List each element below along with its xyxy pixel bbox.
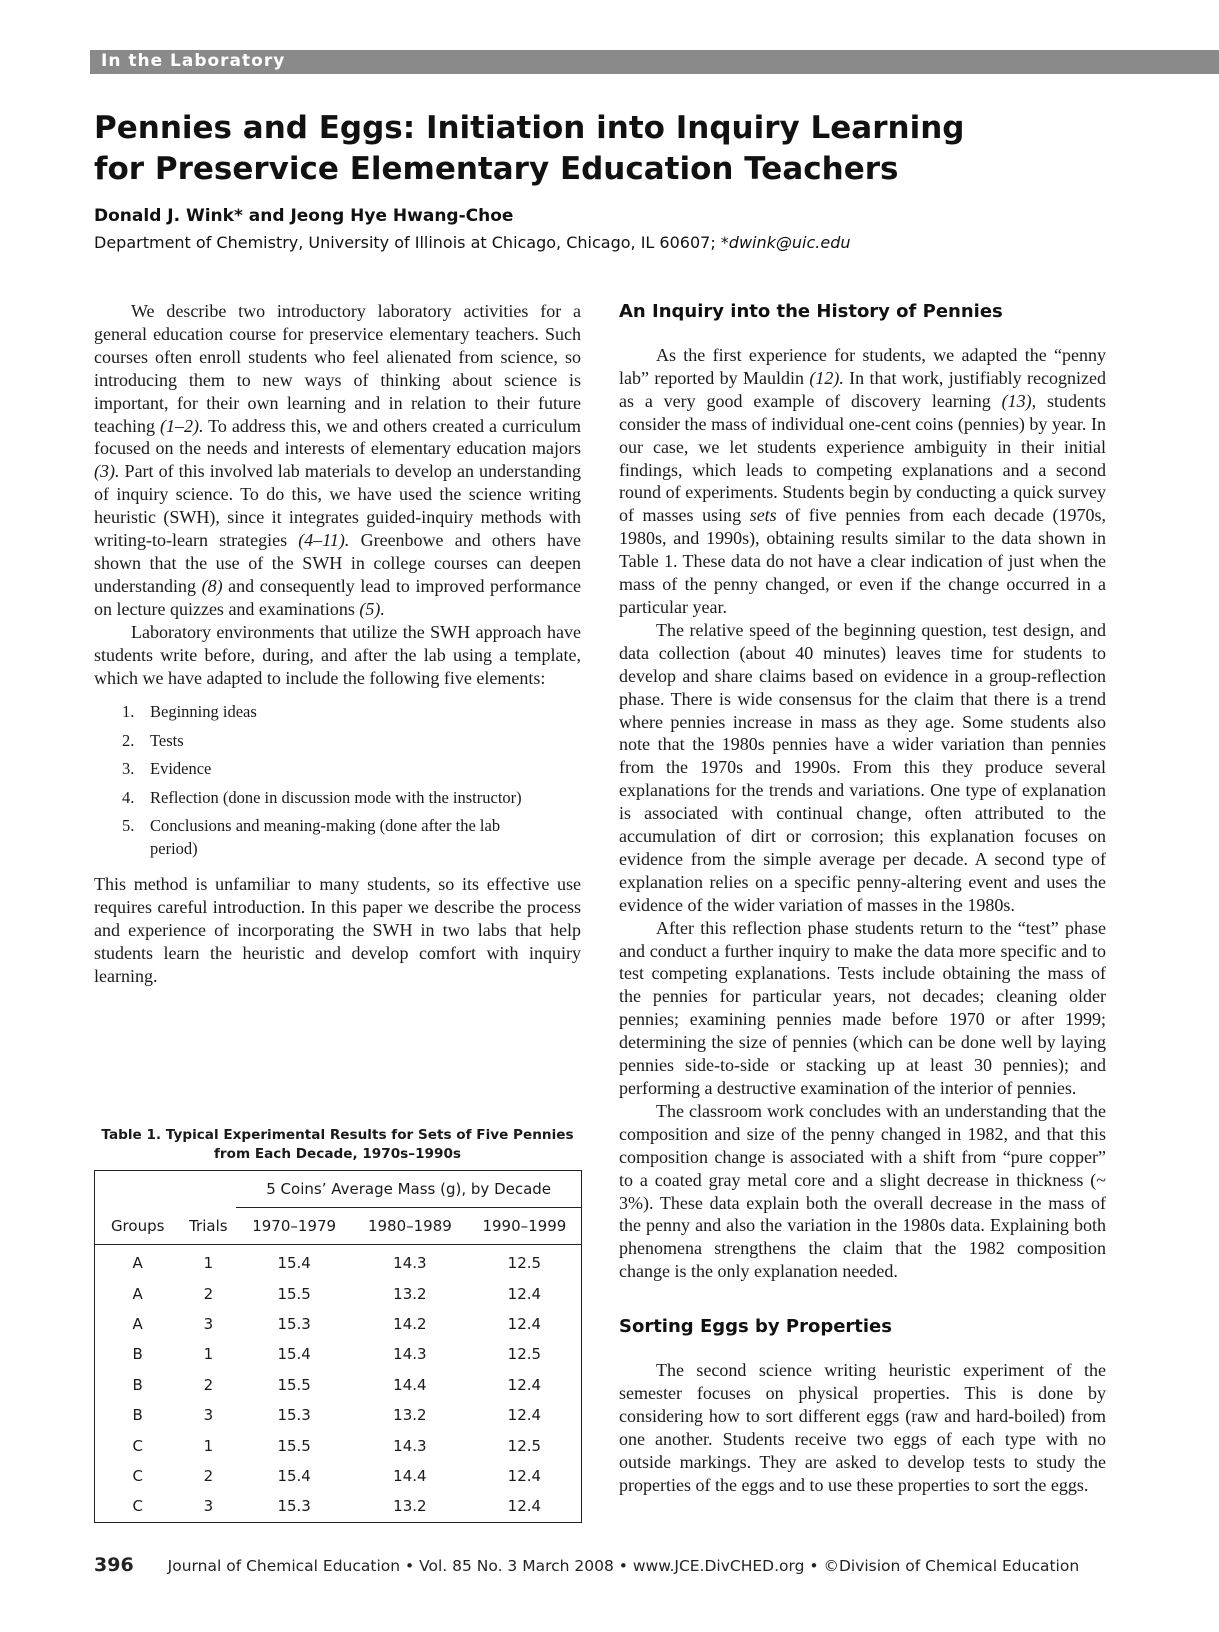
- citation: (3).: [94, 461, 120, 482]
- column-header: 1970–1979: [236, 1208, 352, 1245]
- pennies-table: [94, 1170, 582, 1523]
- left-column: [94, 300, 581, 988]
- table-row: C 1 15.5 14.3 12.5: [132, 1436, 542, 1455]
- authors: Donald J. Wink* and Jeong Hye Hwang-Choe: [94, 206, 514, 226]
- section-label: In the Laboratory: [101, 51, 286, 71]
- section-heading-eggs: Sorting Eggs by Properties: [619, 1316, 892, 1338]
- column-header: Trials: [180, 1208, 236, 1245]
- left-paragraph-3: This method is unfamiliar to many students, so its effective use requires careful introduction. In this paper we describe the process and experience of incorporating the SWH in two labs that help students learn the heuristic and develop comfort with inquiry learning.: [94, 874, 581, 987]
- page-number: 396: [94, 1554, 134, 1576]
- list-item: 2. Tests: [122, 730, 184, 750]
- affiliation: [94, 233, 851, 252]
- right-paragraph-4: The classroom work concludes with an understanding that the composition and size of the penny changed in 1982, and that this composition change is associated with a shift from “pure copper” to a coated gray metal core and a slight decrease in thickness (~ 3%). These data explain both the overall decrease in the mass of the penny and also the variation in the 1980s data. Explaining both phenomena strengthens the claim that the 1982 composition change is the only explanation needed.: [619, 1100, 1106, 1282]
- column-header: Groups: [95, 1208, 181, 1245]
- span-header: 5 Coins’ Average Mass (g), by Decade: [236, 1171, 581, 1208]
- article-title: [94, 108, 1094, 190]
- column-header: 1990–1999: [468, 1208, 582, 1245]
- right-column: [619, 300, 1106, 1497]
- citation: (1–2).: [159, 415, 204, 436]
- left-paragraph-2: Laboratory environments that utilize the SWH approach have students write before, during, and after the lab using a template, which we have adapted to include the following five elements:: [94, 621, 581, 688]
- citation: (4–11).: [298, 530, 350, 551]
- right-paragraph-5: The second science writing heuristic experiment of the semester focuses on physical properties. This is done by considering how to sort different eggs (raw and hard-boiled) from one another. Students receive two eggs of each type with no outside markings. They are asked to develop tests to study the properties of the eggs and to use these properties to sort the eggs.: [619, 1360, 1106, 1495]
- right-paragraph-1: As the first experience for students, we adapted the “penny lab” reported by Mauldin (12). In that work, justifiably recognized as a very good example of discovery learning (13), students consider the mass of individual one-cent coins (pennies) by year. In our case, we let students experience ambiguity in their initial findings, which leads to competing explanations and a second round of experiments. Students begin by conducting a quick survey of masses using sets of five pennies from each decade (1970s, 1980s, and 1990s), obtaining results similar to the data shown in Table 1. These data do not have a clear indication of just when the mass of the penny changed, or even if the change occurred in a particular year.: [619, 345, 1106, 617]
- left-paragraph-1: We describe two introductory laboratory activities for a general education course for preservice elementary teachers. Such courses often enroll students who feel alienated from science, so introducing them to new ways of thinking about science is important, for their own learning and in relation to their future teaching (1–2). To address this, we and others created a curriculum focused on the needs and interests of elementary education majors (3). Part of this involved lab materials to develop an understanding of inquiry science. To do this, we have used the science writing heuristic (SWH), since it integrates guided-inquiry methods with writing-to-learn strategies (4–11). Greenbowe and others have shown that the use of the SWH in college courses can deepen understanding (8) and consequently lead to improved performance on lecture quizzes and examinations (5).: [94, 301, 581, 619]
- affiliation-text: Department of Chemistry, University of Illinois at Chicago, Chicago, IL 60607;: [94, 233, 721, 252]
- right-paragraph-2: The relative speed of the beginning question, test design, and data collection (about 40 minutes) leaves time for students to develop and share claims based on evidence in a group-reflection phase. There is wide consensus for the claim that there is a trend where pennies increase in mass as they age. Some students also note that the 1980s pennies have a wider variation than pennies from the 1970s and 1990s. From this they produce several explanations for the trends and variations. One type of explanation is associated with continual change, often attributed to the accumulation of dirt or corrosion; this explanation focuses on evidence from the simple average per decade. A second type of explanation relies on a specific penny-altering event and uses the evidence of the wider variation of masses in the 1980s.: [619, 619, 1106, 915]
- journal-citation: Journal of Chemical Education • Vol. 85 No. 3 March 2008 • www.JCE.DivCHED.org • ©Division of Chemical Education: [167, 1557, 1080, 1575]
- table-row: A 1 15.4 14.3 12.5: [132, 1254, 542, 1273]
- title-line-2: for Preservice Elementary Education Teachers: [94, 151, 899, 187]
- citation: (5).: [359, 598, 385, 619]
- table-row: C 3 15.3 13.2 12.4: [132, 1497, 542, 1516]
- list-item: 5. Conclusions and meaning-making (done after the lab period): [122, 816, 501, 858]
- emphasis: sets: [749, 505, 777, 526]
- table-caption: Table 1. Typical Experimental Results for Sets of Five Pennies from Each Decade, 1970s–1990s: [101, 1127, 574, 1162]
- title-line-1: Pennies and Eggs: Initiation into Inquiry Learning: [94, 110, 965, 146]
- table-row: A 2 15.5 13.2 12.4: [132, 1284, 542, 1303]
- right-paragraph-3: After this reflection phase students return to the “test” phase and conduct a further inquiry to make the data more specific and to test competing explanations. Tests include obtaining the mass of the pennies for particular years, not decades; cleaning older pennies; examining pennies made before 1970 or after 1999; determining the size of pennies (which can be done well by laying pennies side-to-side or stacking up at least 30 pennies); and performing a destructive examination of the interior of pennies.: [619, 917, 1106, 1098]
- list-item: 1. Beginning ideas: [122, 702, 257, 722]
- table-row: B 3 15.3 13.2 12.4: [132, 1406, 542, 1425]
- table-row: C 2 15.4 14.4 12.4: [132, 1466, 542, 1485]
- citation: (12).: [809, 367, 844, 388]
- section-band: [90, 50, 1219, 74]
- table-row: B 1 15.4 14.3 12.5: [132, 1345, 542, 1364]
- list-item: 4. Reflection (done in discussion mode with the instructor): [122, 787, 522, 807]
- section-heading-pennies: An Inquiry into the History of Pennies: [619, 301, 1003, 322]
- table-row: B 2 15.5 14.4 12.4: [132, 1375, 542, 1394]
- author-email: *dwink@uic.edu: [720, 233, 851, 252]
- citation: (13),: [1001, 390, 1037, 411]
- page-footer: [94, 1554, 1106, 1576]
- citation: (8): [201, 575, 223, 596]
- column-header: 1980–1989: [352, 1208, 468, 1245]
- table-row: A 3 15.3 14.2 12.4: [132, 1314, 542, 1333]
- swh-elements-list: [94, 701, 581, 860]
- list-item: 3. Evidence: [122, 759, 212, 779]
